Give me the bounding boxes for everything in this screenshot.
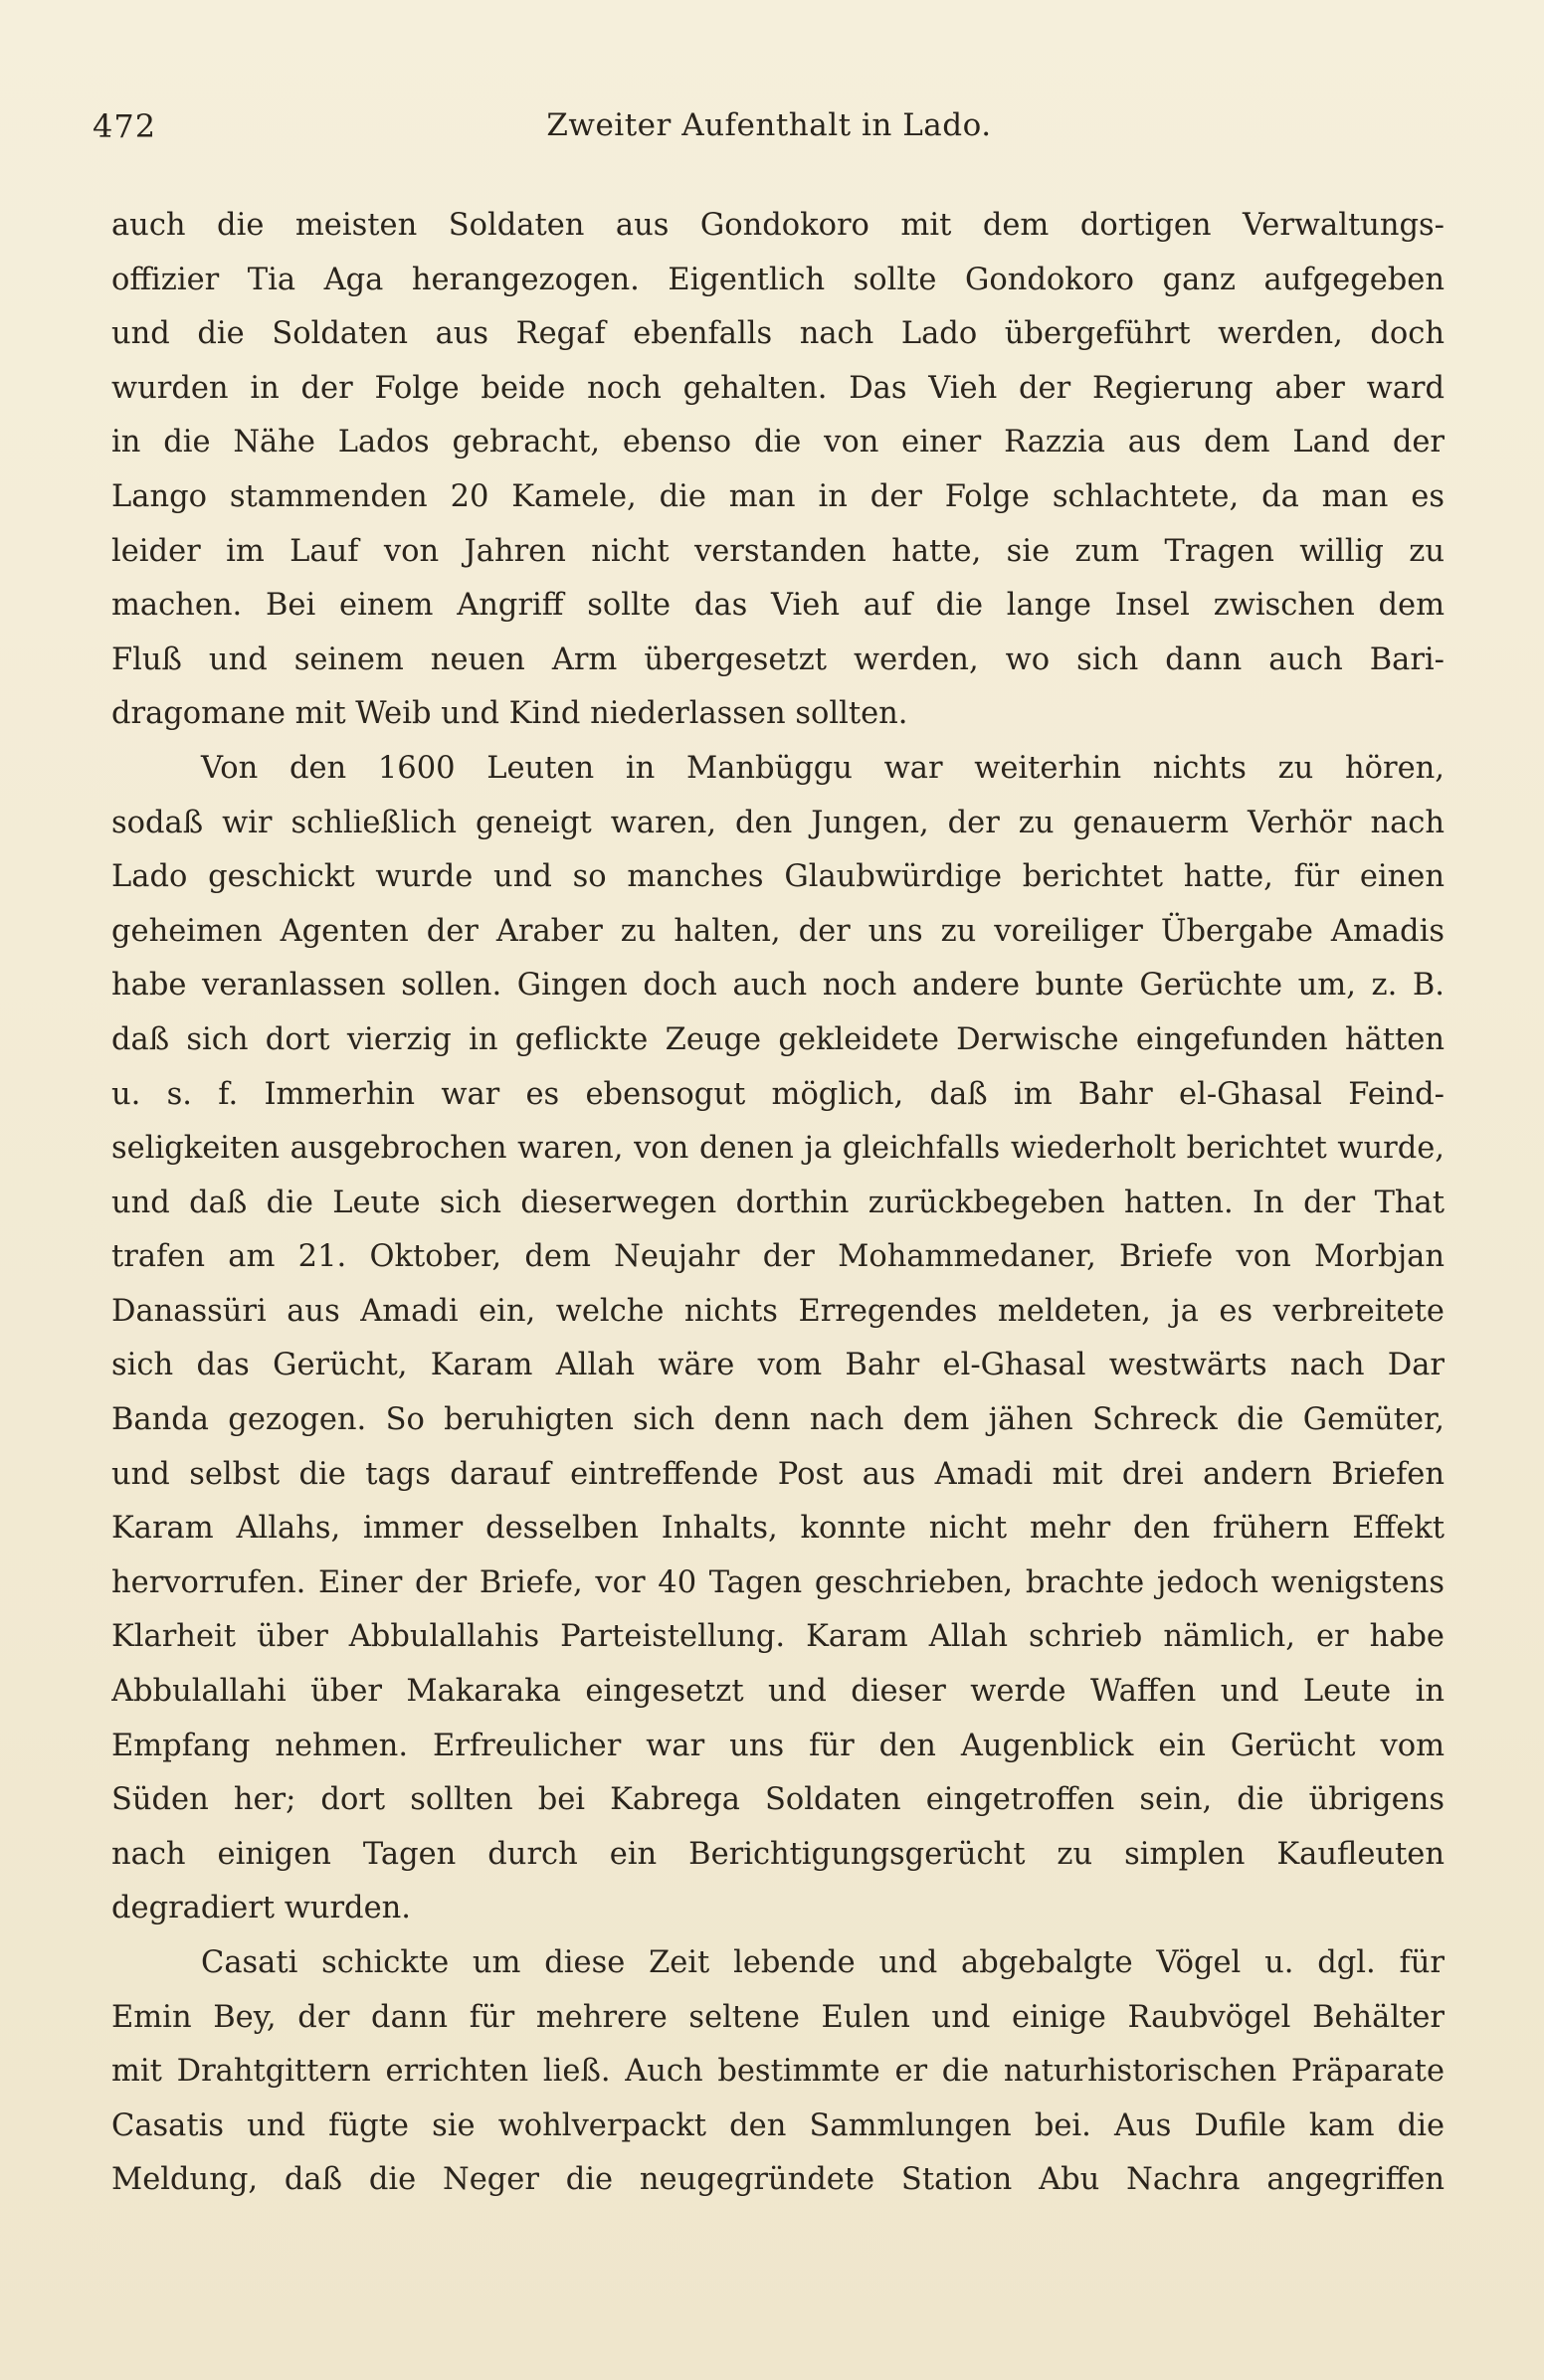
text-line: Klarheit über Abbulallahis Parteistellung. Karam Allah schrieb nämlich, er habe [111, 1619, 1445, 1655]
text-line: machen. Bei einem Angriff sollte das Vieh auf die lange Insel zwischen dem [111, 588, 1445, 624]
text-line: nach einigen Tagen durch ein Berichtigungsgerücht zu simplen Kaufleuten [111, 1836, 1445, 1872]
text-line: auch die meisten Soldaten aus Gondokoro mit dem dortigen Verwaltungs- [111, 208, 1445, 243]
text-line: Karam Allahs, immer desselben Inhalts, konnte nicht mehr den frühern Effekt [111, 1511, 1445, 1547]
text-line: seligkeiten ausgebrochen waren, von denen ja gleichfalls wiederholt berichtet wurde, [111, 1131, 1445, 1167]
text-line: Von den 1600 Leuten in Manbüggu war weiterhin nichts zu hören, [201, 750, 1445, 786]
text-line: Abbulallahi über Makaraka eingesetzt und dieser werde Waffen und Leute in [111, 1674, 1445, 1710]
running-title: Zweiter Aufenthalt in Lado. [546, 107, 992, 143]
text-line: Meldung, daß die Neger die neugegründete Station Abu Nachra angegriffen [111, 2162, 1445, 2198]
text-line: Banda gezogen. So beruhigten sich denn nach dem jähen Schreck die Gemüter, [111, 1402, 1445, 1438]
text-line: Casatis und fügte sie wohlverpackt den Sammlungen bei. Aus Dufile kam die [111, 2107, 1445, 2143]
text-line: Emin Bey, der dann für mehrere seltene Eulen und einige Raubvögel Behälter [111, 1999, 1445, 2035]
page-header [93, 107, 1446, 157]
text-line: offizier Tia Aga herangezogen. Eigentlich sollte Gondokoro ganz aufgegeben [111, 262, 1445, 297]
text-line: Süden her; dort sollten bei Kabrega Soldaten eingetroffen sein, die übrigens [111, 1782, 1445, 1818]
text-line: trafen am 21. Oktober, dem Neujahr der Mohammedaner, Briefe von Morbjan [111, 1239, 1445, 1275]
text-line: leider im Lauf von Jahren nicht verstanden hatte, sie zum Tragen willig zu [111, 533, 1445, 569]
text-line: mit Drahtgittern errichten ließ. Auch bestimmte er die naturhistorischen Präparate [111, 2054, 1445, 2090]
text-line: dragomane mit Weib und Kind niederlassen sollten. [111, 696, 908, 732]
text-line: sodaß wir schließlich geneigt waren, den Jungen, der zu genauerm Verhör nach [111, 805, 1445, 840]
text-line: Danassüri aus Amadi ein, welche nichts Erregendes meldeten, ja es verbreitete [111, 1293, 1445, 1329]
text-line: degradiert wurden. [111, 1891, 411, 1926]
text-line: und die Soldaten aus Regaf ebenfalls nach Lado übergeführt werden, doch [111, 316, 1445, 352]
text-line: Casati schickte um diese Zeit lebende und abgebalgte Vögel u. dgl. für [201, 1945, 1445, 1980]
text-line: u. s. f. Immerhin war es ebensogut möglich, daß im Bahr el-Ghasal Feind- [111, 1076, 1445, 1112]
text-line: hervorrufen. Einer der Briefe, vor 40 Tagen geschrieben, brachte jedoch wenigstens [111, 1564, 1445, 1600]
page-number: 472 [93, 107, 157, 145]
text-line: sich das Gerücht, Karam Allah wäre vom Bahr el-Ghasal westwärts nach Dar [111, 1348, 1445, 1383]
text-line: geheimen Agenten der Araber zu halten, der uns zu voreiliger Übergabe Amadis [111, 913, 1445, 949]
body-text [111, 199, 1445, 2208]
text-line: und selbst die tags darauf eintreffende Post aus Amadi mit drei andern Briefen [111, 1456, 1445, 1492]
text-line: habe veranlassen sollen. Gingen doch auch noch andere bunte Gerüchte um, z. B. [111, 968, 1445, 1004]
text-line: Fluß und seinem neuen Arm übergesetzt werden, wo sich dann auch Bari- [111, 641, 1445, 677]
text-line: Empfang nehmen. Erfreulicher war uns für den Augenblick ein Gerücht vom [111, 1728, 1445, 1763]
text-line: daß sich dort vierzig in geflickte Zeuge gekleidete Derwische eingefunden hätten [111, 1021, 1445, 1057]
text-line: wurden in der Folge beide noch gehalten. Das Vieh der Regierung aber ward [111, 370, 1445, 406]
text-line: und daß die Leute sich dieserwegen dorthin zurückbegeben hatten. In der That [111, 1185, 1445, 1220]
text-line: in die Nähe Lados gebracht, ebenso die von einer Razzia aus dem Land der [111, 425, 1445, 460]
text-line: Lado geschickt wurde und so manches Glaubwürdige berichtet hatte, für einen [111, 859, 1445, 895]
text-line: Lango stammenden 20 Kamele, die man in der Folge schlachtete, da man es [111, 478, 1445, 514]
